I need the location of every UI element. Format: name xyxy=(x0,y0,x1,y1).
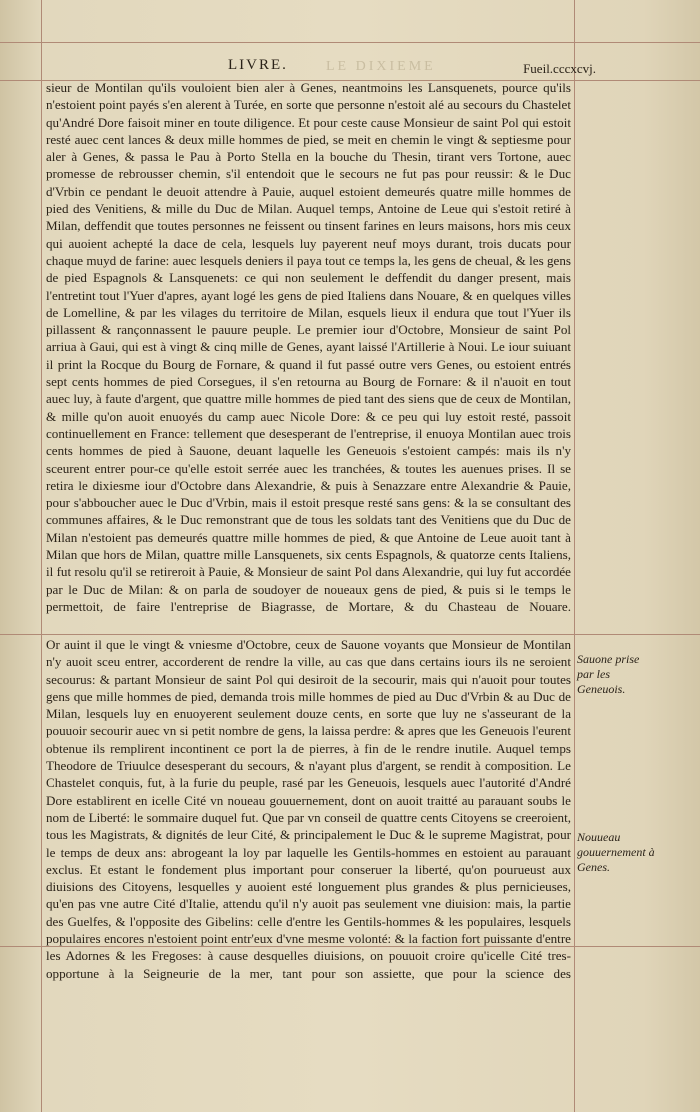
margin-note-gouuernement: Nouueau gouuernement à Genes. xyxy=(577,830,655,874)
margin-note-sauone: Sauone prise par les Geneuois. xyxy=(577,652,640,696)
bleed-through-title: LE DIXIEME xyxy=(326,59,436,74)
folio-number: Fueil.cccxcvj. xyxy=(523,61,596,76)
right-margin-rule xyxy=(574,0,575,1112)
top-rule xyxy=(0,42,700,43)
main-text-block-2 xyxy=(46,636,571,981)
paragraph-2: Or auint il que le vingt & vniesme d'Octobre, ceux de Sauone voyants que Monsieur de Montilan n'y auoit sceu entrer, accorderent de rendre la ville, au cas que dans certains iours ils ne seroient secourus: & partant Monsieur de saint Pol qui desiroit de la secourir, mais qui n'auoit pour toutes gens que mille hommes de pied, demanda trois mille hommes de pied au Duc d'Vrbin & au Duc de Milan, lesquels luy en enuoyerent seulement douze cents, en sorte que luy ne s'asseurant de la pouuoir secourir auec vn si petit nombre de gens, la laissa perdre: & apres que les Geneuois l'eurent obtenue ils remplirent incontinent ce port la de pierres, à fin de le rendre inutile. Auquel temps Theodore de Triuulce desesperant du secours, & n'ayant plus d'argent, se rendit à composition. Le Chastelet conquis, fut, à la furie du peuple, rasé par les Geneuois, lesquels auec l'autorité d'André Dore establirent en icelle Cité vn noueau gouuernement, dont on auoit traitté au parauant soubs le nom de Liberté: le sommaire duquel fut. Que par vn conseil de quattre cents Citoyens se creeroient, tous les Magistrats, & dignités de leur Cité, & principalement le Duc & le supreme Magistrat, pour le temps de deux ans: abrogeant la loy par laquelle les Gentils-hommes en estoient au parauant exclus. Et estant le fondement plus important pour conseruer la liberté, qu'on pourueust aux diuisions des Citoyens, lesquelles y auoient esté longuement plus grandes & plus pernicieuses, qu'en pas vne autre Cité d'Italie, attendu qu'il n'y auoit pas seulement vne diuision: mais, la partie des Guelfes, & l'opposite des Gibelins: celle d'entre les Gentils-hommes & les populaires, lesquels populaires encores n'estoient point entr'eux d'vne mesme volonté: & la faction fort puissante d'entre les Adornes & les Fregoses: à cause desquelles diuisions, on pouuoit croire qu'icelle Cité tres-opportune à la Seigneurie de la mer, tant pour son assiette, que pour la science des xyxy=(46,637,571,981)
left-margin-rule xyxy=(41,0,42,1112)
middle-rule xyxy=(0,634,700,635)
running-title: LIVRE. xyxy=(228,57,288,73)
paragraph-1: sieur de Montilan qu'ils vouloient bien aler à Genes, neantmoins les Lansquenets, pource qu'ils n'estoient point payés s'en alerent à Turée, en sorte que personne n'estoit alé au secours du Chastelet qu'André Dore faisoit miner en toute diligence. Et pour ceste cause Monsieur de saint Pol qui estoit resté auec cent lances & deux mille hommes de pied, se meit en chemin le vingt & septiesme pour aler à Genes, & passa le Pau à Porto Stella en la bouche du Thesin, tirant vers Tortone, auec promesse de rebrousser chemin, s'il entendoit que le secours ne fut pas pour reussir: & le Duc d'Vrbin ce pendant le deuoit attendre à Pauie, auquel estoient demeurés quatre mille hommes de pied des Venitiens, & mille du Duc de Milan. Auquel temps, Antoine de Leue qui s'estoit retiré à Milan, deffendit que toutes personnes ne feissent ou tinsent farines en leurs maisons, hors mis ceux qui auoient achepté la dace de cela, lesquels luy payerent neuf moys durant, trois ducats pour chaque muyd de farine: auec lesquels deniers il paya tout ce temps la, les gens de cheual, & les gens de pied Espagnols & Lansquenets: ce qui non seulement le deffendit du danger present, mais l'entretint tout l'Yuer d'apres, ayant logé les gens de pied Italiens dans Nouare, & en quelques villes de Lomelline, & par les vilages du territoire de Milan, esquels lieux il endura que tout l'Yuer ils pillassent & rançonnassent le pauure peuple. Le premier iour d'Octobre, Monsieur de saint Pol arriua à Gaui, qui est à vingt & cinq mille de Genes, ayant laissé l'Artillerie à Noui. Le iour suiuant il print la Rocque du Bourg de Fornare, & quand il fut passé outre vers Genes, ou estoient entrés sept cents hommes de pied Corsegues, il s'en retourna au Bourg de Fornare: & il n'auoit en tout auec luy, à faute d'argent, que quattre mille hommes de pied tant des siens que de ceux de Montilan, & mille qu'on auoit enuoyés du camp auec Nicole Dore: & ce peu qui luy estoit resté, passoit continuellement en France: tellement que desesperant de l'entreprise, il enuoya Montilan auec trois cents hommes de pied à Sauone, deuant laquelle les Geneuois s'estoient campés: mais ils n'y sceurent entrer pour-ce qu'elle estoit serrée auec les tranchées, & toutes les auenues prises. Il se retira le dixiesme iour d'Octobre dans Alexandrie, & puis à Senazzare entre Alexandrie & Pauie, pour s'abboucher auec le Duc d'Vrbin, mais il estoit presque resté sans gens: & la se consultant des communes affaires, & le Duc remonstrant que de tous les soldats tant des Venitiens que du Duc de Milan n'estoient pas demeurés quattre mille hommes de pied, & que Antoine de Leue auoit tant à Milan que hors de Milan, quattre mille Lansquenets, six cents Espagnols, & quatorze cents Italiens, il fut resolu qu'il se retireroit à Pauie, & Monsieur de saint Pol dans Alexandrie, qui luy fut accordée par le Duc de Milan: & on parla de soudoyer de noueaux gens de pied, & puis si le temps le permettoit, de faire l'entreprise de Biagrasse, de Mortare, & du Chasteau de Nouare. xyxy=(46,80,571,614)
main-text-block-1 xyxy=(46,79,571,624)
